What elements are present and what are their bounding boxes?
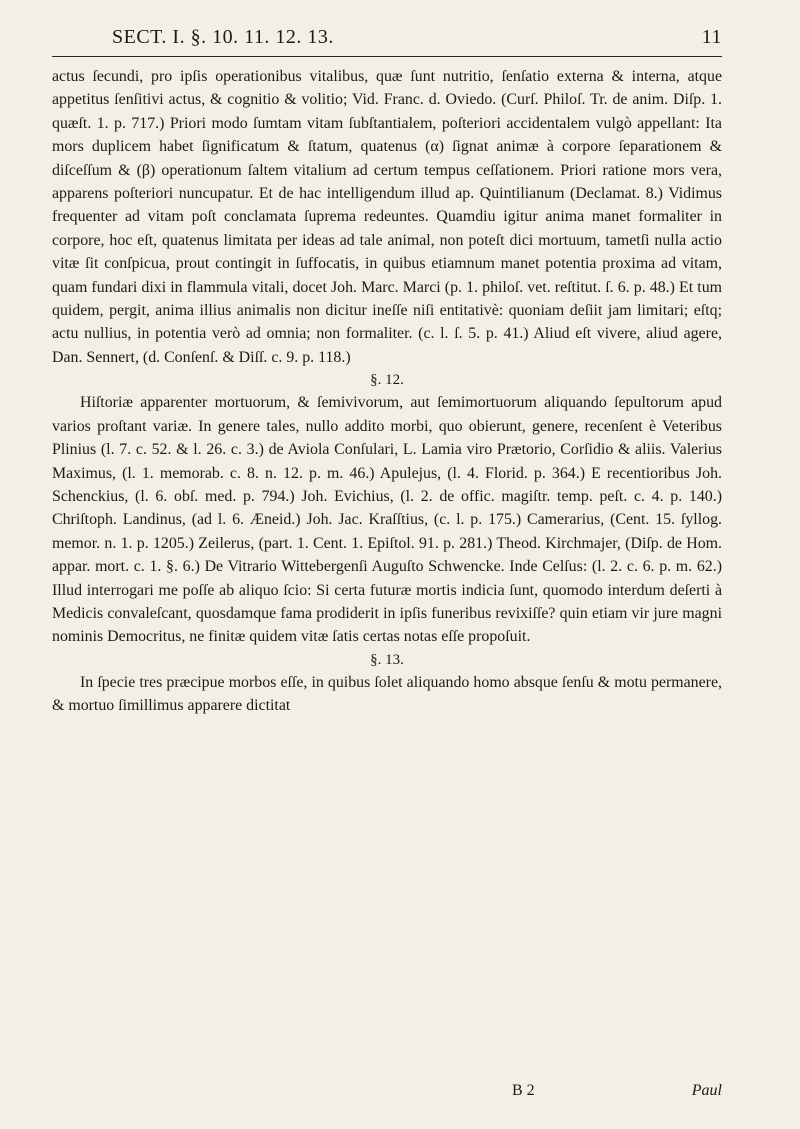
paragraph: actus ſecundi, pro ipſis operationibus vitalibus, quæ ſunt nutritio, ſenſatio externa & interna, atque appetitus ſenſitivi actus, & cognitio & volitio; Vid. Franc. d. Oviedo. (Curſ. Philoſ. Tr. de anim. Diſp. 1. quæſt. 1. p. 717.) Priori modo ſumtam vitam ſubſtantialem, poſteriori accidentalem vulgò appellant: Ita mors duplicem habet ſignificatum & ſtatum, quatenus (α) ſignat animæ à corpore ſeparationem & diſceſſum & (β) operationum ſaltem vitalium ad certum tempus ceſſationem. Priori ratione mors vera, apparens poſteriori nuncupatur. Et de hac intelligendum illud ap. Quintilianum (Declamat. 8.) Vidimus frequenter ad vitam poſt conclamata ſuprema redeuntes. Quamdiu igitur anima manet formaliter in corpore, hoc eſt, quatenus limitata per ideas ad tale animal, non poteſt dici mortuum, tametſi nulla actio vitæ ſit conſpicua, prout contingit in ſuffocatis, in quibus etiamnum manet potentia proxima ad vitam, quam fundari dixi in flammula vitali, docet Joh. Marc. Marci (p. 1. philoſ. vet. reſtitut. ſ. 6. p. 48.) Et tum quidem, pergit, anima illius animalis non dicitur ineſſe niſi entitativè: quoniam deſiit jam limitari; eſtq; actu nullius, in potentia verò ad omnia; non formaliter. (c. l. ſ. 5. p. 41.) Aliud eſt vivere, aliud agere, Dan. Sennert, (d. Conſenſ. & Diſſ. c. 9. p. 118.) (52, 68, 722, 366)
paragraph: Hiſtoriæ apparenter mortuorum, & ſemivivorum, aut ſemimortuorum aliquando ſepultorum apud varios proſtant variæ. In genere tales, nullo addito morbi, quo obierunt, genere, recenſent è Veteribus Plinius (l. 7. c. 52. & l. 26. c. 3.) de Aviola Conſulari, L. Lamia viro Prætorio, Corſidio & aliis. Valerius Maximus, (l. 1. memorab. c. 8. n. 12. p. m. 46.) Apulejus, (l. 4. Florid. p. 364.) E recentioribus Joh. Schenckius, (l. 6. obſ. med. p. 794.) Joh. Evichius, (l. 2. de offic. magiſtr. temp. peſt. c. 4. p. 140.) Chriſtoph. Landinus, (ad l. 6. Æneid.) Joh. Jac. Kraſſtius, (c. l. p. 175.) Camerarius, (Cent. 15. ſyllog. memor. n. 1. p. 1205.) Zeilerus, (part. 1. Cent. 1. Epiſtol. 91. p. 281.) Theod. Kirchmajer, (Diſp. de Hom. appar. mort. c. 1. §. 6.) De Vitrario Wittebergenſi Auguſto Schwencke. Inde Celſus: (l. 2. c. 6. p. m. 62.) Illud interrogari me poſſe ab aliquo ſcio: Si certa futuræ mortis indicia ſunt, quomodo interdum deſerti à Medicis convaleſcant, quosdamque fama prodiderit in ipſis funeribus revixiſſe? quin etiam vir jure magni nominis Democritus, ne finitæ quidem vitæ ſatis certas notas eſſe propoſuit. (52, 394, 722, 646)
running-head (52, 22, 722, 57)
section-number: §. 12. (370, 372, 404, 389)
body-text (52, 65, 722, 718)
paragraph: In ſpecie tres præcipue morbos eſſe, in quibus ſolet aliquando homo absque ſenſu & motu permanere, & mortuo ſimillimus apparere dictitat (52, 673, 722, 715)
running-head-title: SECT. I. §. 10. 11. 12. 13. (112, 26, 334, 48)
catchword: Paul (691, 1082, 722, 1099)
page-footer (52, 1082, 722, 1106)
section-number: §. 13. (370, 651, 404, 668)
page-number: 11 (701, 26, 722, 48)
signature-mark: B 2 (512, 1082, 535, 1099)
